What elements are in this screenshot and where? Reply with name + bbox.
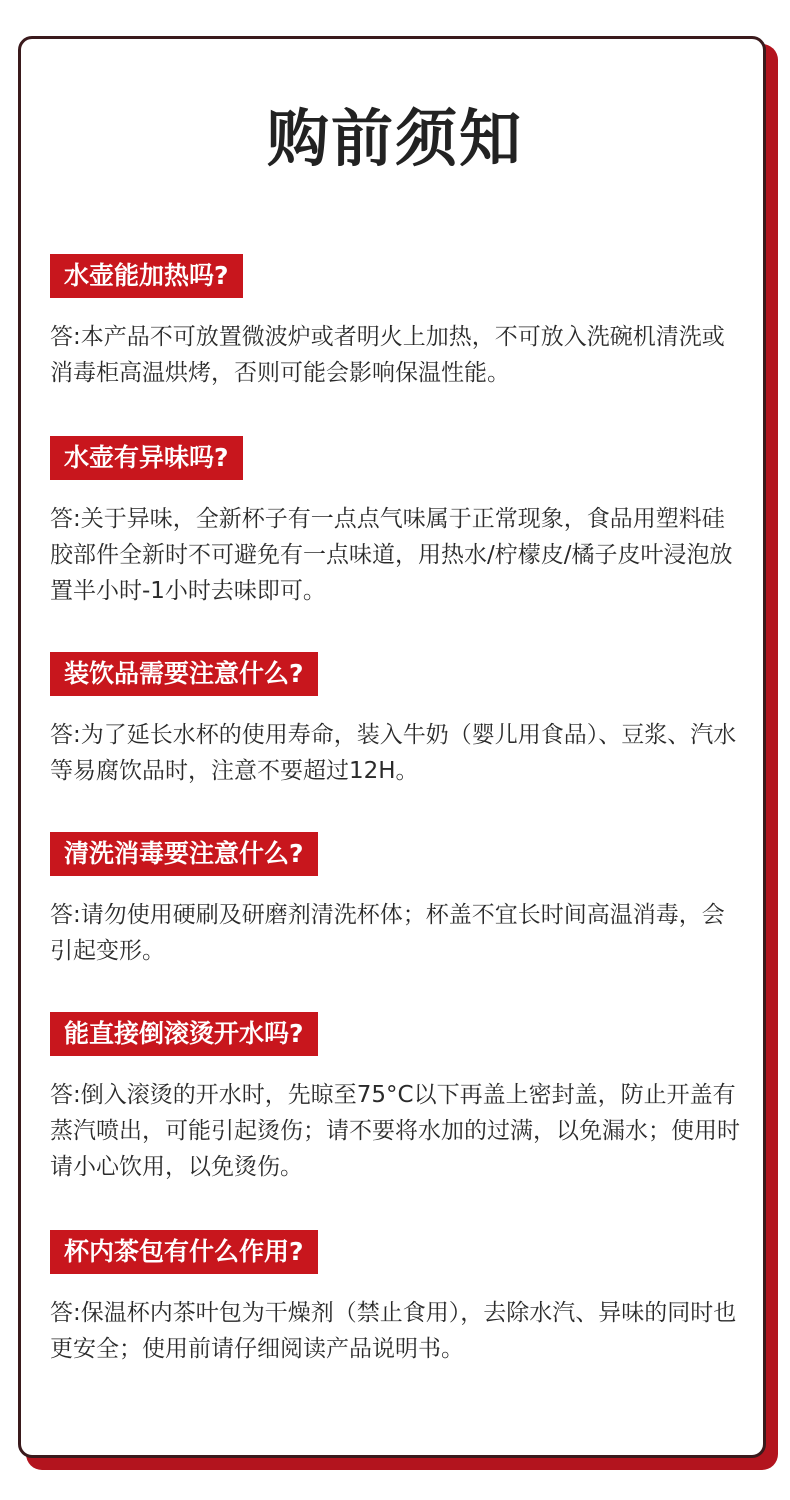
answer-text: 答:本产品不可放置微波炉或者明火上加热，不可放入洗碗机清洗或消毒柜高温烘烤，否则可能会影响保温性能。 xyxy=(50,324,725,386)
question-label: 清洗消毒要注意什么? xyxy=(50,832,318,876)
question-label: 杯内茶包有什么作用? xyxy=(50,1230,318,1274)
question-label: 水壶能加热吗? xyxy=(50,254,243,298)
question-label: 装饮品需要注意什么? xyxy=(50,652,318,696)
answer-text: 答:请勿使用硬刷及研磨剂清洗杯体；杯盖不宜长时间高温消毒，会引起变形。 xyxy=(50,902,725,964)
answer-text: 答:关于异味，全新杯子有一点点气味属于正常现象，食品用塑料硅胶部件全新时不可避免有一点味道，用热水/柠檬皮/橘子皮叶浸泡放置半小时-1小时去味即可。 xyxy=(50,506,733,604)
page-title: 购前须知 xyxy=(266,102,523,175)
qa-item xyxy=(50,1230,750,1367)
answer-text: 答:保温杯内茶叶包为干燥剂（禁止食用），去除水汽、异味的同时也更安全；使用前请仔细阅读产品说明书。 xyxy=(50,1300,737,1362)
qa-item xyxy=(50,832,750,969)
question-label: 能直接倒滚烫开水吗? xyxy=(50,1012,318,1056)
question-label: 水壶有异味吗? xyxy=(50,436,243,480)
answer-text: 答:倒入滚烫的开水时，先晾至75°C以下再盖上密封盖，防止开盖有蒸汽喷出，可能引起烫伤；请不要将水加的过满，以免漏水；使用时请小心饮用，以免烫伤。 xyxy=(50,1082,740,1180)
qa-item xyxy=(50,436,750,609)
qa-item xyxy=(50,652,750,789)
qa-item xyxy=(50,254,750,391)
answer-text: 答:为了延长水杯的使用寿命，装入牛奶（婴儿用食品）、豆浆、汽水等易腐饮品时，注意不要超过12H。 xyxy=(50,722,737,784)
qa-item xyxy=(50,1012,750,1185)
